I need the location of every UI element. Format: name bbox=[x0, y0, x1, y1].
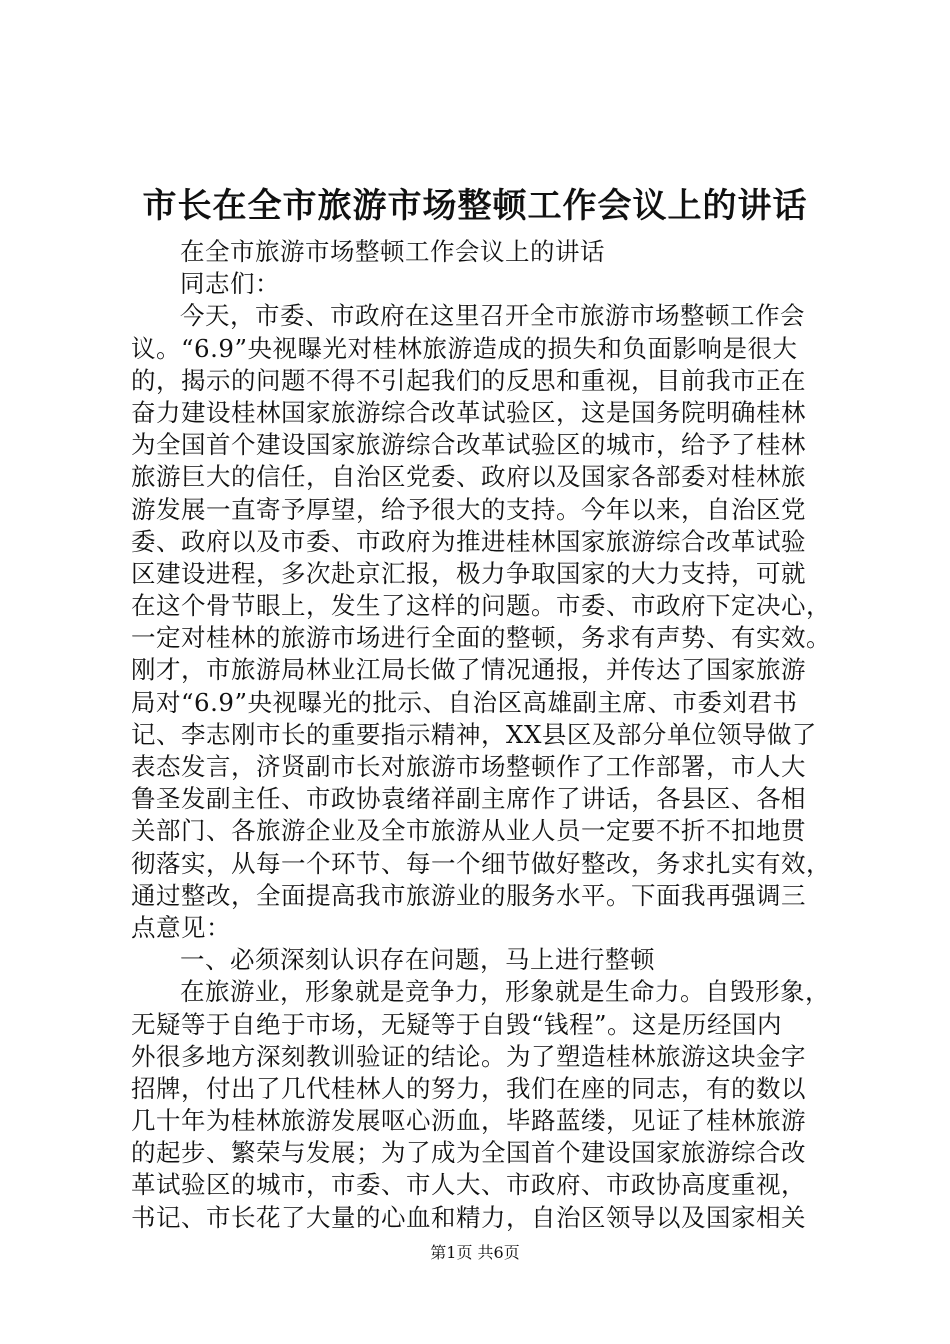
body-text-line: 招牌，付出了几代桂林人的努力，我们在座的同志，有的数以 bbox=[131, 1073, 806, 1103]
body-text-line: 的，揭示的问题不得不引起我们的反思和重视，目前我市正在 bbox=[131, 365, 806, 395]
body-text-line: 外很多地方深刻教训验证的结论。为了塑造桂林旅游这块金字 bbox=[131, 1041, 806, 1071]
body-text-line: 通过整改，全面提高我市旅游业的服务水平。下面我再强调三 bbox=[131, 880, 806, 910]
body-text-line: 为全国首个建设国家旅游综合改革试验区的城市，给予了桂林 bbox=[131, 430, 806, 460]
body-text-line: 局对“6.9”央视曝光的批示、自治区高雄副主席、市委刘君书 bbox=[131, 687, 798, 717]
body-text-line: 议。“6.9”央视曝光对桂林旅游造成的损失和负面影响是很大 bbox=[131, 333, 798, 363]
body-text-line: 在全市旅游市场整顿工作会议上的讲话 bbox=[180, 237, 605, 266]
body-text-line: 彻落实，从每一个环节、每一个细节做好整改，务求扎实有效， bbox=[131, 848, 831, 878]
body-text-line: 区建设进程，多次赴京汇报，极力争取国家的大力支持，可就 bbox=[131, 558, 806, 588]
body-text-line: 在这个骨节眼上，发生了这样的问题。市委、市政府下定决心， bbox=[131, 591, 831, 621]
body-text-line: 刚才，市旅游局林业江局长做了情况通报，并传达了国家旅游 bbox=[131, 655, 806, 685]
body-text-line: 一定对桂林的旅游市场进行全面的整顿，务求有声势、有实效。 bbox=[131, 623, 831, 653]
body-text-line: 奋力建设桂林国家旅游综合改革试验区，这是国务院明确桂林 bbox=[131, 397, 806, 427]
body-text-line: 记、李志刚市长的重要指示精神，XX县区及部分单位领导做了 bbox=[131, 719, 817, 749]
body-text-line: 游发展一直寄予厚望，给予很大的支持。今年以来，自治区党 bbox=[131, 494, 806, 524]
body-text-line: 同志们： bbox=[180, 269, 280, 299]
body-text-line: 关部门、各旅游企业及全市旅游从业人员一定要不折不扣地贯 bbox=[131, 816, 806, 846]
body-text-line: 在旅游业，形象就是竞争力，形象就是生命力。自毁形象， bbox=[180, 977, 830, 1007]
page-footer: 第1页 共6页 bbox=[430, 1243, 520, 1262]
document-title: 市长在全市旅游市场整顿工作会议上的讲话 bbox=[142, 186, 808, 226]
document-body bbox=[131, 236, 831, 1234]
body-text-line: 鲁圣发副主任、市政协袁绪祥副主席作了讲话，各县区、各相 bbox=[131, 784, 806, 814]
body-text-line: 无疑等于自绝于市场，无疑等于自毁“钱程”。这是历经国内 bbox=[131, 1009, 783, 1039]
body-text-line: 旅游巨大的信任，自治区党委、政府以及国家各部委对桂林旅 bbox=[131, 462, 806, 492]
body-text-line: 表态发言，济贤副市长对旅游市场整顿作了工作部署，市人大 bbox=[131, 752, 806, 781]
body-text-line: 的起步、繁荣与发展；为了成为全国首个建设国家旅游综合改 bbox=[131, 1138, 806, 1168]
body-text-line: 几十年为桂林旅游发展呕心沥血，毕路蓝缕，见证了桂林旅游 bbox=[131, 1106, 806, 1136]
body-text-line: 革试验区的城市，市委、市人大、市政府、市政协高度重视， bbox=[131, 1170, 806, 1200]
body-text-line: 委、政府以及市委、市政府为推进桂林国家旅游综合改革试验 bbox=[131, 526, 806, 556]
body-text-line: 今天，市委、市政府在这里召开全市旅游市场整顿工作会 bbox=[180, 301, 805, 331]
body-text-line: 一、必须深刻认识存在问题，马上进行整顿 bbox=[180, 945, 655, 975]
body-text-line: 点意见： bbox=[131, 912, 231, 942]
body-text-line: 书记、市长花了大量的心血和精力，自治区领导以及国家相关 bbox=[131, 1202, 806, 1232]
